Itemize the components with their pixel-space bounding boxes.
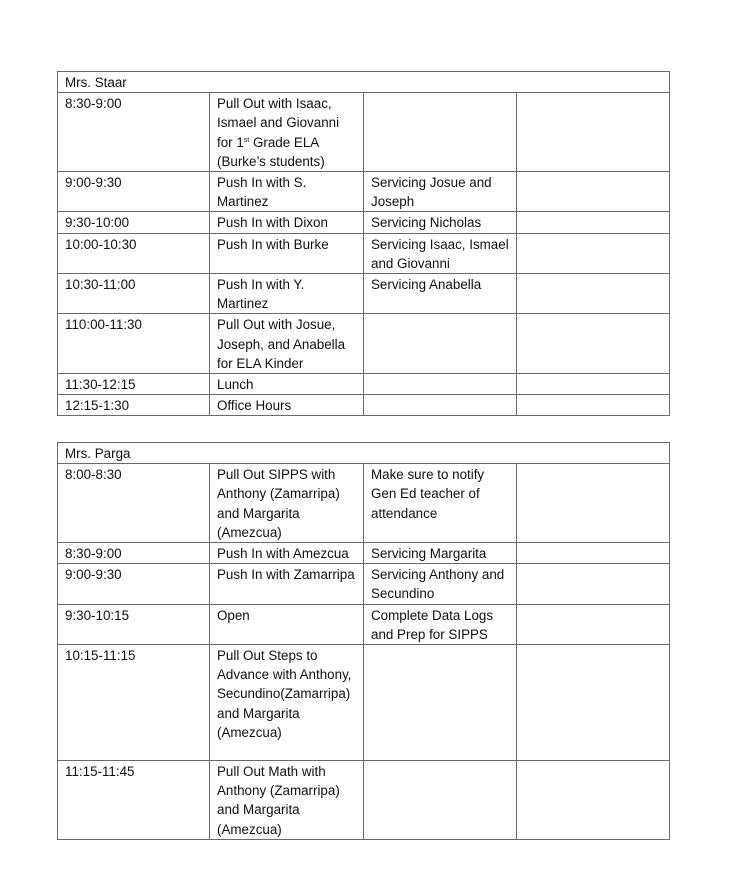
extra-cell xyxy=(517,374,670,395)
activity-cell: Pull Out with Isaac, Ismael and Giovanni for 1st Grade ELA (Burke’s students) xyxy=(210,93,364,172)
notes-cell xyxy=(364,645,517,761)
table-row xyxy=(58,604,670,644)
teacher-name: Mrs. Parga xyxy=(58,443,670,464)
table-row xyxy=(58,564,670,604)
activity-cell: Push In with Amezcua xyxy=(210,543,364,564)
table-row xyxy=(58,93,670,172)
activity-cell: Pull Out Math with Anthony (Zamarripa) and Margarita (Amezcua) xyxy=(210,761,364,840)
time-cell: 9:00-9:30 xyxy=(58,564,210,604)
schedule-table-staar xyxy=(57,71,670,416)
table-header-row xyxy=(58,72,670,93)
notes-cell: Servicing Isaac, Ismael and Giovanni xyxy=(364,233,517,273)
table-header-row xyxy=(58,443,670,464)
extra-cell xyxy=(517,314,670,374)
notes-cell: Servicing Anthony and Secundino xyxy=(364,564,517,604)
table-row xyxy=(58,212,670,233)
extra-cell xyxy=(517,395,670,416)
time-cell: 8:00-8:30 xyxy=(58,464,210,543)
extra-cell xyxy=(517,645,670,761)
activity-cell: Lunch xyxy=(210,374,364,395)
activity-cell: Push In with Burke xyxy=(210,233,364,273)
table-row xyxy=(58,645,670,761)
extra-cell xyxy=(517,212,670,233)
time-cell: 8:30-9:00 xyxy=(58,543,210,564)
notes-cell: Complete Data Logs and Prep for SIPPS xyxy=(364,604,517,644)
notes-cell: Make sure to notify Gen Ed teacher of attendance xyxy=(364,464,517,543)
time-cell: 12:15-1:30 xyxy=(58,395,210,416)
schedule-table-parga xyxy=(57,442,670,840)
time-cell: 8:30-9:00 xyxy=(58,93,210,172)
extra-cell xyxy=(517,172,670,212)
activity-cell: Pull Out with Josue, Joseph, and Anabella for ELA Kinder xyxy=(210,314,364,374)
activity-cell: Pull Out Steps to Advance with Anthony, Secundino(Zamarripa) and Margarita (Amezcua) xyxy=(210,645,364,761)
activity-cell: Open xyxy=(210,604,364,644)
extra-cell xyxy=(517,464,670,543)
table-row xyxy=(58,395,670,416)
time-cell: 11:30-12:15 xyxy=(58,374,210,395)
time-cell: 9:30-10:00 xyxy=(58,212,210,233)
time-cell: 11:15-11:45 xyxy=(58,761,210,840)
extra-cell xyxy=(517,604,670,644)
teacher-name: Mrs. Staar xyxy=(58,72,670,93)
extra-cell xyxy=(517,564,670,604)
notes-cell: Servicing Anabella xyxy=(364,274,517,314)
table-row xyxy=(58,543,670,564)
table-row xyxy=(58,314,670,374)
activity-cell: Push In with Zamarripa xyxy=(210,564,364,604)
extra-cell xyxy=(517,233,670,273)
time-cell: 110:00-11:30 xyxy=(58,314,210,374)
table-row xyxy=(58,464,670,543)
notes-cell: Servicing Nicholas xyxy=(364,212,517,233)
table-row xyxy=(58,274,670,314)
notes-cell xyxy=(364,374,517,395)
activity-cell: Push In with Dixon xyxy=(210,212,364,233)
table-row xyxy=(58,374,670,395)
extra-cell xyxy=(517,274,670,314)
notes-cell xyxy=(364,395,517,416)
notes-cell xyxy=(364,761,517,840)
extra-cell xyxy=(517,93,670,172)
time-cell: 9:30-10:15 xyxy=(58,604,210,644)
activity-cell: Pull Out SIPPS with Anthony (Zamarripa) and Margarita (Amezcua) xyxy=(210,464,364,543)
time-cell: 10:15-11:15 xyxy=(58,645,210,761)
time-cell: 10:30-11:00 xyxy=(58,274,210,314)
notes-cell: Servicing Josue and Joseph xyxy=(364,172,517,212)
notes-cell xyxy=(364,93,517,172)
time-cell: 9:00-9:30 xyxy=(58,172,210,212)
extra-cell xyxy=(517,543,670,564)
activity-cell: Push In with Y. Martinez xyxy=(210,274,364,314)
activity-cell: Push In with S. Martinez xyxy=(210,172,364,212)
time-cell: 10:00-10:30 xyxy=(58,233,210,273)
table-row xyxy=(58,172,670,212)
notes-cell: Servicing Margarita xyxy=(364,543,517,564)
extra-cell xyxy=(517,761,670,840)
notes-cell xyxy=(364,314,517,374)
table-row xyxy=(58,761,670,840)
activity-cell: Office Hours xyxy=(210,395,364,416)
table-row xyxy=(58,233,670,273)
